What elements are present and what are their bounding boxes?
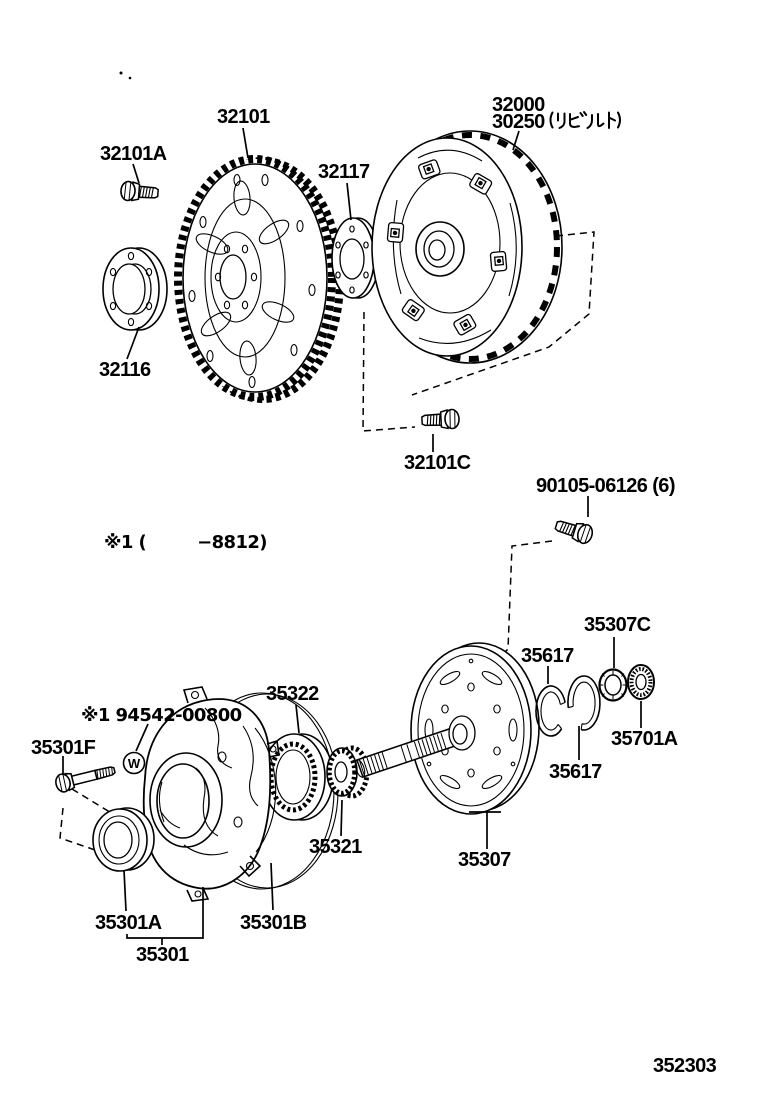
reman-note-katakana — [551, 112, 621, 128]
part-label-94542-00800: ※1 94542-00800 — [81, 705, 242, 726]
part-label-35701A: 35701A — [611, 728, 678, 750]
part-label-32101A: 32101A — [100, 143, 167, 165]
drive-plate-spacer — [103, 248, 167, 330]
part-label-35617-upper: 35617 — [521, 645, 574, 667]
applicability-note: ※1 ( −8812) — [104, 532, 267, 553]
part-label-35322: 35322 — [266, 683, 319, 705]
torque-converter — [372, 131, 562, 363]
snap-ring-lower — [568, 676, 600, 730]
part-label-35301A: 35301A — [95, 912, 162, 934]
part-label-32000: 32000 — [492, 94, 545, 116]
pump-driven-gear — [263, 734, 333, 820]
oil-seal-ring — [600, 670, 627, 701]
part-label-35301B: 35301B — [240, 912, 307, 934]
figure-code: 352303 — [653, 1055, 717, 1077]
converter-set-bolt-front — [120, 181, 158, 203]
pump-oil-seal — [93, 808, 154, 871]
part-label-32101: 32101 — [217, 106, 270, 128]
part-label-30250: 30250 — [492, 111, 545, 133]
part-label-35301F: 35301F — [31, 737, 96, 759]
part-label-35617-lower: 35617 — [549, 761, 602, 783]
drive-plate-ring-gear — [178, 159, 340, 399]
part-label-32101C: 32101C — [404, 452, 471, 474]
print-artifact-dots — [120, 72, 132, 80]
part-label-32117: 32117 — [318, 161, 370, 183]
snap-ring-upper — [536, 686, 565, 736]
part-label-32116: 32116 — [99, 359, 151, 381]
part-label-35307C: 35307C — [584, 614, 651, 636]
washer-symbol-letter: W — [127, 756, 141, 771]
part-label-35321: 35321 — [309, 836, 362, 858]
converter-set-bolt-rear — [422, 409, 460, 430]
part-label-35301: 35301 — [136, 944, 189, 966]
flange-bolt-90105 — [554, 516, 595, 545]
part-label-35307: 35307 — [458, 849, 511, 871]
washer-symbol-badge — [124, 753, 145, 774]
bearing-race — [628, 665, 654, 699]
part-label-90105-06126: 90105-06126 (6) — [536, 475, 675, 497]
